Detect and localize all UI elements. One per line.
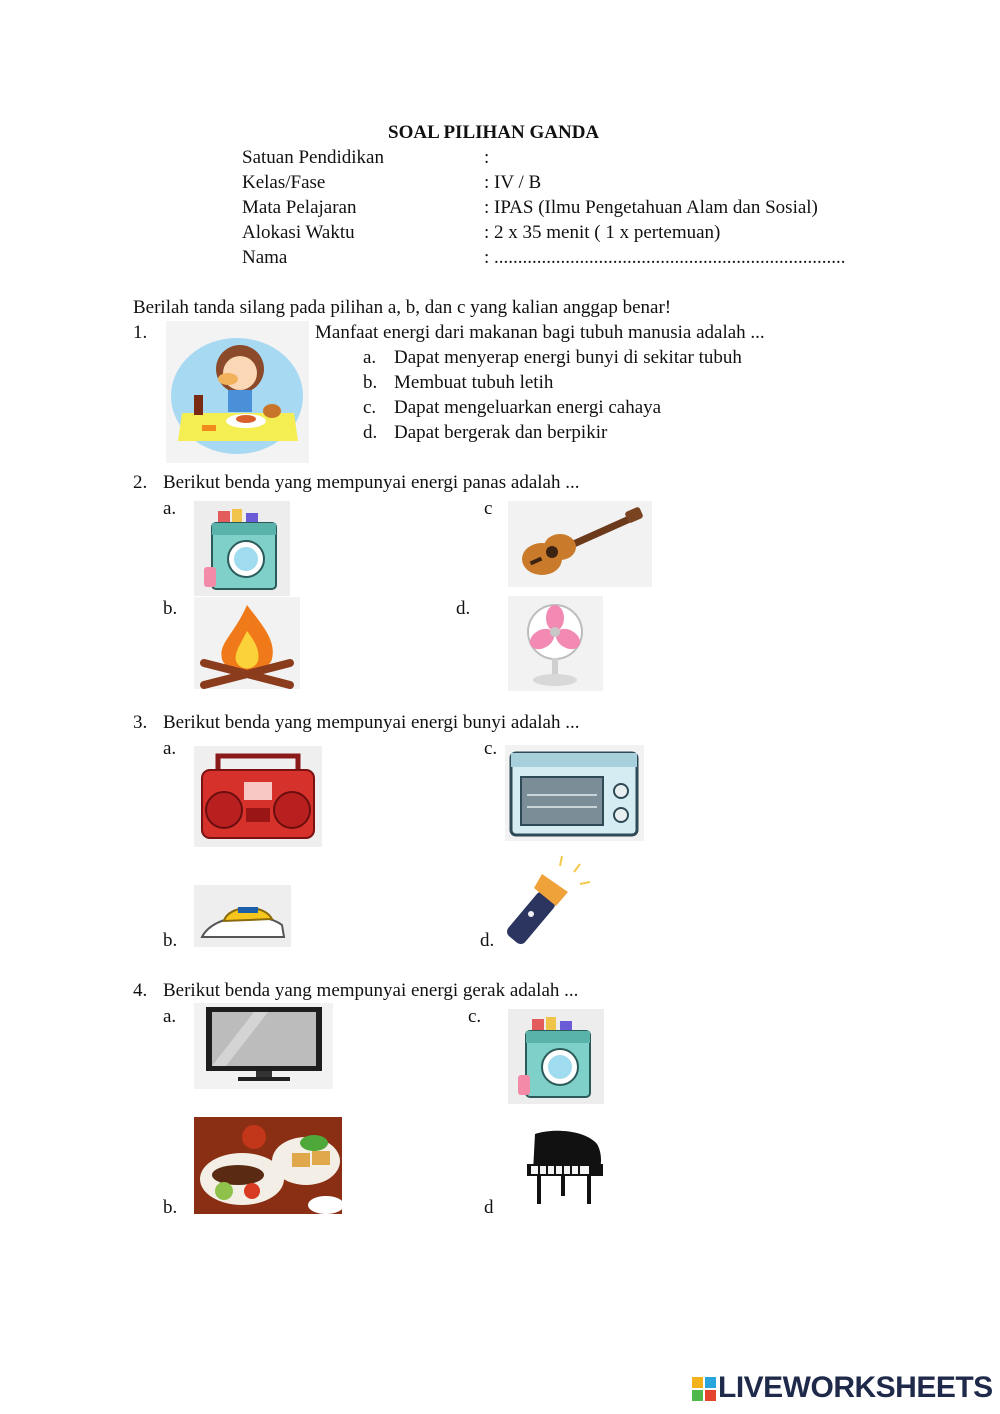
header-value-waktu: : 2 x 35 menit ( 1 x pertemuan) [484, 222, 721, 243]
washing-machine-icon[interactable] [194, 501, 290, 596]
question-1-text: Manfaat energi dari makanan bagi tubuh manusia adalah ... [315, 322, 765, 343]
question-1-option-d-letter[interactable]: d. [363, 422, 378, 443]
question-4-option-c-letter[interactable]: c. [468, 1006, 482, 1027]
header-label-nama: Nama [242, 247, 288, 268]
header-label-mapel: Mata Pelajaran [242, 197, 357, 218]
question-2-option-d-letter[interactable]: d. [456, 598, 471, 619]
question-3-option-b-letter[interactable]: b. [163, 930, 178, 951]
flashlight-icon[interactable] [498, 852, 594, 948]
oven-icon[interactable] [505, 745, 644, 841]
question-1-option-b-text[interactable]: Membuat tubuh letih [394, 372, 554, 393]
question-4-option-d-letter[interactable]: d [484, 1197, 494, 1218]
question-3-option-c-letter[interactable]: c. [484, 738, 498, 759]
header-value-mapel: : IPAS (Ilmu Pengetahuan Alam dan Sosial) [484, 197, 818, 218]
question-2-number: 2. [133, 472, 148, 493]
instruction: Berilah tanda silang pada pilihan a, b, dan c yang kalian anggap benar! [133, 297, 672, 318]
ukulele-icon[interactable] [508, 501, 652, 587]
header-value-nama[interactable]: : .......................................................................... [484, 247, 846, 268]
header-label-kelas: Kelas/Fase [242, 172, 326, 193]
question-4-option-b-letter[interactable]: b. [163, 1197, 178, 1218]
food-plate-icon[interactable] [194, 1117, 342, 1214]
television-icon[interactable] [194, 1003, 333, 1089]
question-4-number: 4. [133, 980, 148, 1001]
iron-icon[interactable] [194, 885, 291, 947]
radio-icon[interactable] [194, 746, 322, 847]
electric-fan-icon[interactable] [508, 596, 603, 691]
question-3-option-a-letter[interactable]: a. [163, 738, 177, 759]
question-1-number: 1. [133, 322, 148, 343]
liveworksheets-logo-icon [692, 1377, 716, 1401]
header-value-satuan: : [484, 147, 490, 168]
question-3-option-d-letter[interactable]: d. [480, 930, 495, 951]
question-2-text: Berikut benda yang mempunyai energi panas adalah ... [163, 472, 580, 493]
question-4-option-a-letter[interactable]: a. [163, 1006, 177, 1027]
brand-watermark: LIVEWORKSHEETS [718, 1371, 993, 1404]
washing-machine-icon[interactable] [508, 1009, 604, 1104]
piano-icon[interactable] [523, 1124, 609, 1208]
girl-eating-icon [166, 321, 309, 463]
question-1-option-a-letter[interactable]: a. [363, 347, 377, 368]
question-4-text: Berikut benda yang mempunyai energi gerak adalah ... [163, 980, 579, 1001]
question-1-option-d-text[interactable]: Dapat bergerak dan berpikir [394, 422, 608, 443]
question-1-option-a-text[interactable]: Dapat menyerap energi bunyi di sekitar tubuh [394, 347, 742, 368]
question-2-option-c-letter[interactable]: c [484, 498, 493, 519]
page-title: SOAL PILIHAN GANDA [388, 122, 600, 143]
campfire-icon[interactable] [194, 597, 300, 689]
question-2-option-b-letter[interactable]: b. [163, 598, 178, 619]
header-label-waktu: Alokasi Waktu [242, 222, 355, 243]
question-1-option-c-text[interactable]: Dapat mengeluarkan energi cahaya [394, 397, 662, 418]
header-label-satuan: Satuan Pendidikan [242, 147, 384, 168]
question-2-option-a-letter[interactable]: a. [163, 498, 177, 519]
header-value-kelas: : IV / B [484, 172, 542, 193]
question-3-number: 3. [133, 712, 148, 733]
question-1-option-c-letter[interactable]: c. [363, 397, 377, 418]
question-3-text: Berikut benda yang mempunyai energi bunyi adalah ... [163, 712, 580, 733]
question-1-option-b-letter[interactable]: b. [363, 372, 378, 393]
